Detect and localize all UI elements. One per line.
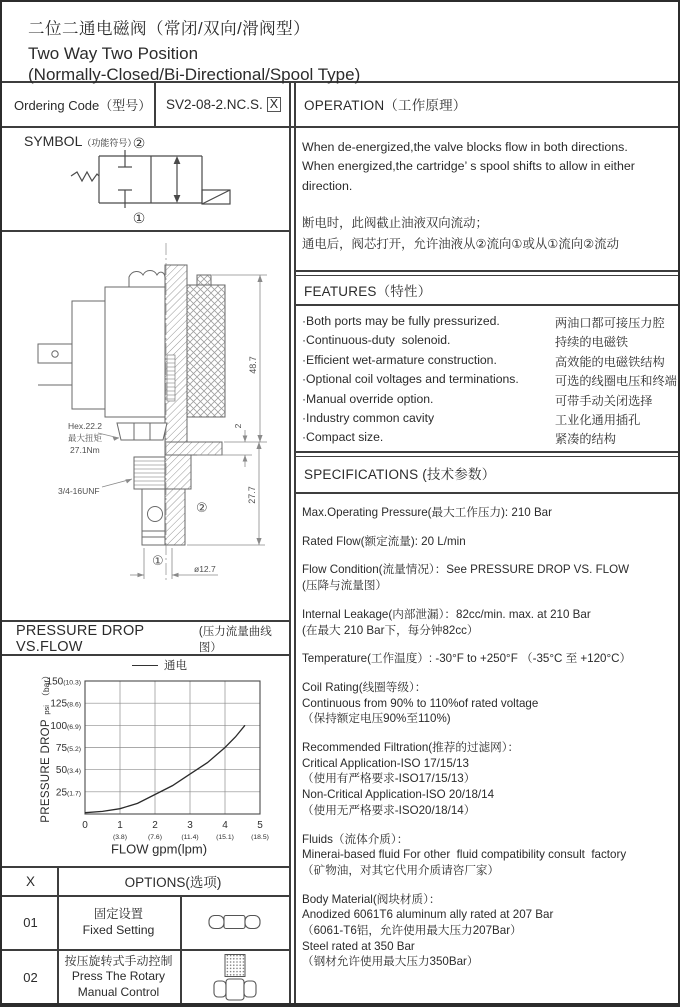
spec-line: （使用有严格要求-ISO17/15/13）	[302, 772, 476, 786]
svg-text:1: 1	[117, 820, 123, 831]
operation-title: OPERATION（工作原理）	[304, 98, 467, 113]
drawing-port1-label: ①	[152, 553, 164, 568]
symbol-title-cn: （功能符号）	[82, 138, 137, 148]
spec-line: （保持额定电压90%至110%)	[302, 712, 451, 726]
svg-text:125(8.6): 125(8.6)	[50, 698, 81, 710]
spec-line: Internal Leakage(内部泄漏）：82cc/min. max. at 210 Bar	[302, 607, 591, 621]
chart-band-title	[16, 624, 286, 654]
spec-line: Recommended Filtration(推荐的过滤网）：	[302, 741, 520, 755]
spec-line: Non-Critical Application-ISO 20/18/14	[302, 788, 495, 802]
divider	[294, 81, 296, 1005]
ordering-code-text: SV2-08-2.NC.S.	[166, 96, 263, 112]
feature-cn: 工业化通用插孔	[555, 412, 641, 427]
svg-text:50(3.4): 50(3.4)	[55, 765, 81, 777]
spec-line: Anodized 6061T6 aluminum ally rated at 207 Bar	[302, 908, 554, 922]
spec-paragraph	[302, 607, 676, 638]
hex-label-1: Hex.22.2	[68, 421, 103, 431]
svg-text:(3.8): (3.8)	[113, 834, 127, 841]
spec-line: Minerai-based fluid For other fluid compatibility consult factory	[302, 848, 627, 862]
svg-text:(11.4): (11.4)	[181, 834, 199, 841]
divider	[294, 451, 678, 453]
spec-line: (在最大 210 Bar下，每分钟82cc）	[302, 623, 479, 637]
dim-cartridge-depth: 27.7	[247, 486, 257, 504]
divider	[180, 895, 182, 1005]
option-label-en: Press The Rotary	[71, 969, 166, 984]
option-row-label	[58, 897, 179, 947]
features-list	[302, 314, 678, 450]
symbol-port2-label: ②	[132, 135, 146, 151]
feature-item	[302, 411, 678, 430]
chart-y-axis-title	[36, 671, 54, 822]
svg-text:0: 0	[82, 820, 88, 831]
spec-line: （矿物油，对其它代用介质请咨厂家）	[302, 863, 500, 877]
feature-item	[302, 333, 678, 352]
dim-nose-dia: ø12.7	[194, 564, 216, 574]
feature-en: ·Industry common cavity	[302, 410, 435, 425]
y-axis-title-main: PRESSURE DROP	[40, 719, 52, 823]
feature-en: ·Both ports may be fully pressurized.	[302, 314, 500, 328]
feature-cn: 可带手动关闭选择	[555, 393, 653, 408]
fixed-setting-nut-icon	[208, 914, 262, 930]
spec-line: (压降与流量图）	[302, 579, 388, 593]
svg-text:(7.6): (7.6)	[148, 834, 162, 841]
hex-label-3: 27.1Nm	[70, 445, 100, 455]
svg-text:150(10.3): 150(10.3)	[46, 676, 81, 688]
feature-en: ·Compact size.	[302, 430, 384, 445]
option-row-label	[58, 950, 179, 1004]
spec-line: Body Material(阀块材质）：	[302, 892, 441, 906]
legend-label: 通电	[164, 660, 187, 672]
feature-en: ·Efficient wet-armature construction.	[302, 352, 497, 367]
spec-paragraph	[302, 892, 676, 971]
svg-text:25(1.7): 25(1.7)	[55, 787, 81, 799]
options-col2-header: OPTIONS(选项)	[124, 875, 222, 890]
page-title-en-2: (Normally-Closed/Bi-Directional/Spool Type)	[28, 65, 361, 84]
drawing-port2-label: ②	[196, 500, 208, 515]
feature-cn: 高效能的电磁铁结构	[555, 354, 665, 369]
svg-text:(18.5): (18.5)	[251, 834, 269, 841]
operation-en-line: When de-energized,the valve blocks flow in both directions.	[302, 140, 628, 154]
feature-cn: 持续的电磁铁	[555, 335, 629, 350]
feature-item	[302, 353, 678, 372]
option-row-code: 01	[23, 914, 38, 930]
ordering-code-option-box: X	[267, 97, 281, 112]
divider	[2, 230, 289, 232]
feature-item	[302, 392, 678, 411]
rotary-knob-icon	[213, 954, 257, 1001]
operation-en-line: direction.	[302, 178, 353, 193]
hydraulic-symbol-diagram	[57, 130, 282, 230]
operation-body	[302, 138, 635, 255]
chart-x-axis-title: FLOW gpm(lpm)	[110, 841, 208, 857]
chart-title-cn: (压力流量曲线图）	[198, 626, 272, 654]
option-row-code: 02	[23, 969, 38, 985]
specifications-title: SPECIFICATIONS (技术参数）	[304, 467, 496, 482]
divider	[294, 456, 678, 458]
chart-title-en: PRESSURE DROP VS.FLOW	[16, 623, 145, 655]
feature-item	[302, 372, 678, 391]
option-label-cn: 按压旋转式手动控制	[64, 953, 173, 968]
spec-paragraph	[302, 505, 676, 521]
spec-line: Max.Operating Pressure(最大工作压力): 210 Bar	[302, 506, 552, 519]
feature-cn: 两油口都可接压力腔	[555, 316, 665, 330]
spec-line: Continuous from 90% to 110%of rated voltage	[302, 696, 539, 710]
dim-total-height: 48.7	[248, 356, 258, 374]
feature-en: ·Manual override option.	[302, 391, 434, 406]
title-block	[28, 15, 360, 85]
ordering-code-label: Ordering Code（型号）	[14, 97, 152, 113]
option-label-en2: Manual Control	[77, 984, 160, 999]
divider	[2, 126, 678, 128]
spec-paragraph	[302, 680, 676, 727]
spec-line: （钢材允许使用最大压力350Bar）	[302, 955, 479, 969]
operation-cn-line: 通电后，阀芯打开，允许油液从②流向①或从①流向②流动	[302, 236, 620, 251]
ordering-code-value	[166, 86, 281, 122]
thread-label: 3/4-16UNF	[58, 486, 100, 496]
svg-text:5: 5	[257, 820, 263, 831]
y-axis-title-unit2: （bar）	[41, 671, 51, 701]
divider	[294, 270, 678, 272]
feature-cn: 紧凑的结构	[555, 432, 616, 447]
operation-en-line: When energized,the cartridge’ s spool shifts to allow in either	[302, 159, 635, 174]
svg-text:4: 4	[222, 820, 228, 831]
divider	[289, 81, 291, 1005]
spec-line: （6061-T6铝，允许使用最大压力207Bar）	[302, 924, 522, 938]
y-axis-title-unit: psi	[42, 705, 51, 715]
hex-label-2: 最大扭矩	[68, 433, 103, 443]
spec-line: Fluids（流体介质）：	[302, 832, 409, 846]
features-title: FEATURES（特性）	[304, 284, 432, 299]
operation-cn-line: 断电时，此阀截止油液双向流动；	[302, 215, 488, 230]
page-title-cn: 二位二通电磁阀（常闭/双向/滑阀型）	[28, 20, 311, 38]
feature-item	[302, 314, 678, 333]
spec-line: Flow Condition(流量情况）：See PRESSURE DROP VS. FLOW	[302, 563, 630, 577]
svg-text:2: 2	[152, 820, 158, 831]
specifications-body	[302, 505, 676, 983]
spec-paragraph	[302, 740, 676, 819]
spec-line: （使用无严格要求-ISO20/18/14）	[302, 803, 476, 817]
spec-paragraph	[302, 832, 676, 879]
spec-paragraph	[302, 534, 676, 550]
divider	[294, 304, 678, 306]
spec-line: Temperature(工作温度）: -30°F to +250°F （-35°C 至 +120°C）	[302, 652, 632, 666]
svg-text:(15.1): (15.1)	[216, 834, 234, 841]
symbol-port1-label: ①	[132, 210, 146, 226]
divider	[294, 492, 678, 494]
divider	[294, 275, 678, 277]
divider	[154, 81, 156, 126]
feature-cn: 可选的线圈电压和终端	[555, 374, 677, 389]
option-label-cn: 固定设置	[93, 907, 144, 921]
svg-text:3: 3	[187, 820, 193, 831]
dim-seat-thickness: 2	[233, 423, 243, 429]
symbol-title-en: SYMBOL	[24, 133, 83, 149]
spec-line: Steel rated at 350 Bar	[302, 939, 415, 953]
spec-line: Critical Application-ISO 17/15/13	[302, 756, 469, 770]
spec-line: Coil Rating(线圈等级）：	[302, 680, 427, 694]
options-col1-header: X	[25, 873, 35, 889]
spec-paragraph	[302, 651, 676, 667]
divider	[2, 620, 289, 622]
spec-paragraph	[302, 562, 676, 593]
svg-text:100(6.9): 100(6.9)	[50, 720, 81, 732]
cartridge-cross-section-drawing	[22, 237, 282, 617]
feature-item	[302, 430, 678, 449]
feature-en: ·Continuous-duty solenoid.	[302, 333, 451, 348]
svg-text:75(5.2): 75(5.2)	[55, 743, 81, 754]
option-label-en: Fixed Setting	[82, 923, 155, 937]
feature-en: ·Optional coil voltages and terminations.	[302, 372, 519, 387]
page-title-en-1: Two Way Two Position	[28, 44, 199, 63]
spec-line: Rated Flow(额定流量): 20 L/min	[302, 534, 466, 548]
